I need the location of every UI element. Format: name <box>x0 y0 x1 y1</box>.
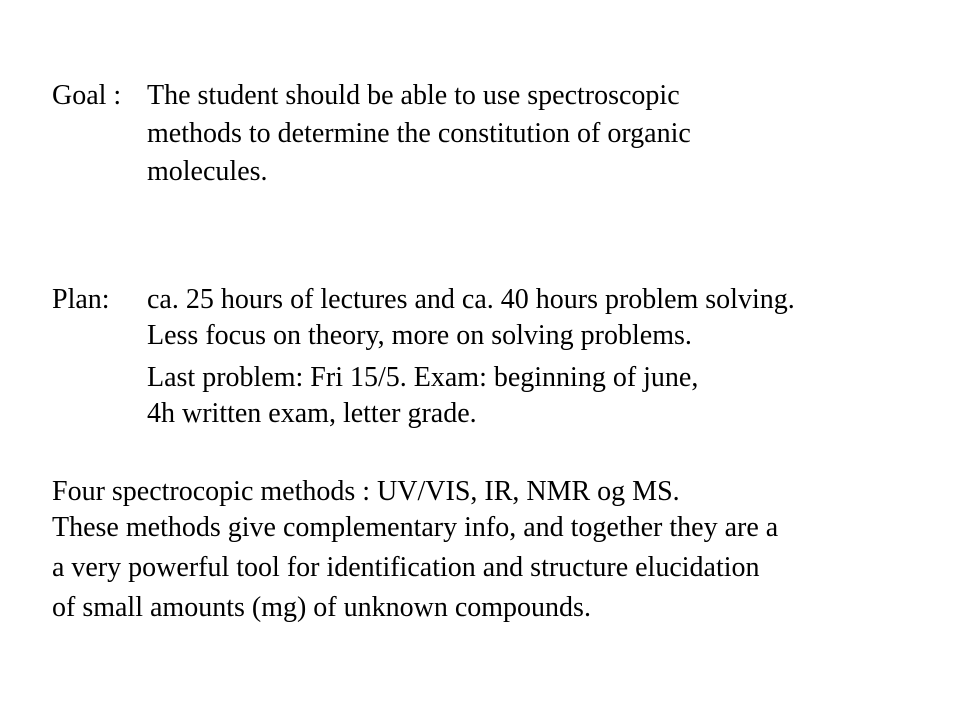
methods-line: a very powerful tool for identification and structure elucidation <box>52 552 760 583</box>
goal-line: molecules. <box>147 156 268 187</box>
plan-line: ca. 25 hours of lectures and ca. 40 hours problem solving. <box>147 284 795 315</box>
plan-line: 4h written exam, letter grade. <box>147 398 477 429</box>
methods-line: Four spectrocopic methods : UV/VIS, IR, NMR og MS. <box>52 476 680 507</box>
plan-line: Less focus on theory, more on solving problems. <box>147 320 692 351</box>
methods-line: of small amounts (mg) of unknown compounds. <box>52 592 591 623</box>
goal-line: methods to determine the constitution of organic <box>147 118 691 149</box>
goal-line: The student should be able to use spectroscopic <box>147 80 680 111</box>
methods-line: These methods give complementary info, and together they are a <box>52 512 779 543</box>
plan-line: Last problem: Fri 15/5. Exam: beginning of june, <box>147 362 699 393</box>
plan-label: Plan: <box>52 284 110 315</box>
goal-label: Goal : <box>52 80 122 111</box>
